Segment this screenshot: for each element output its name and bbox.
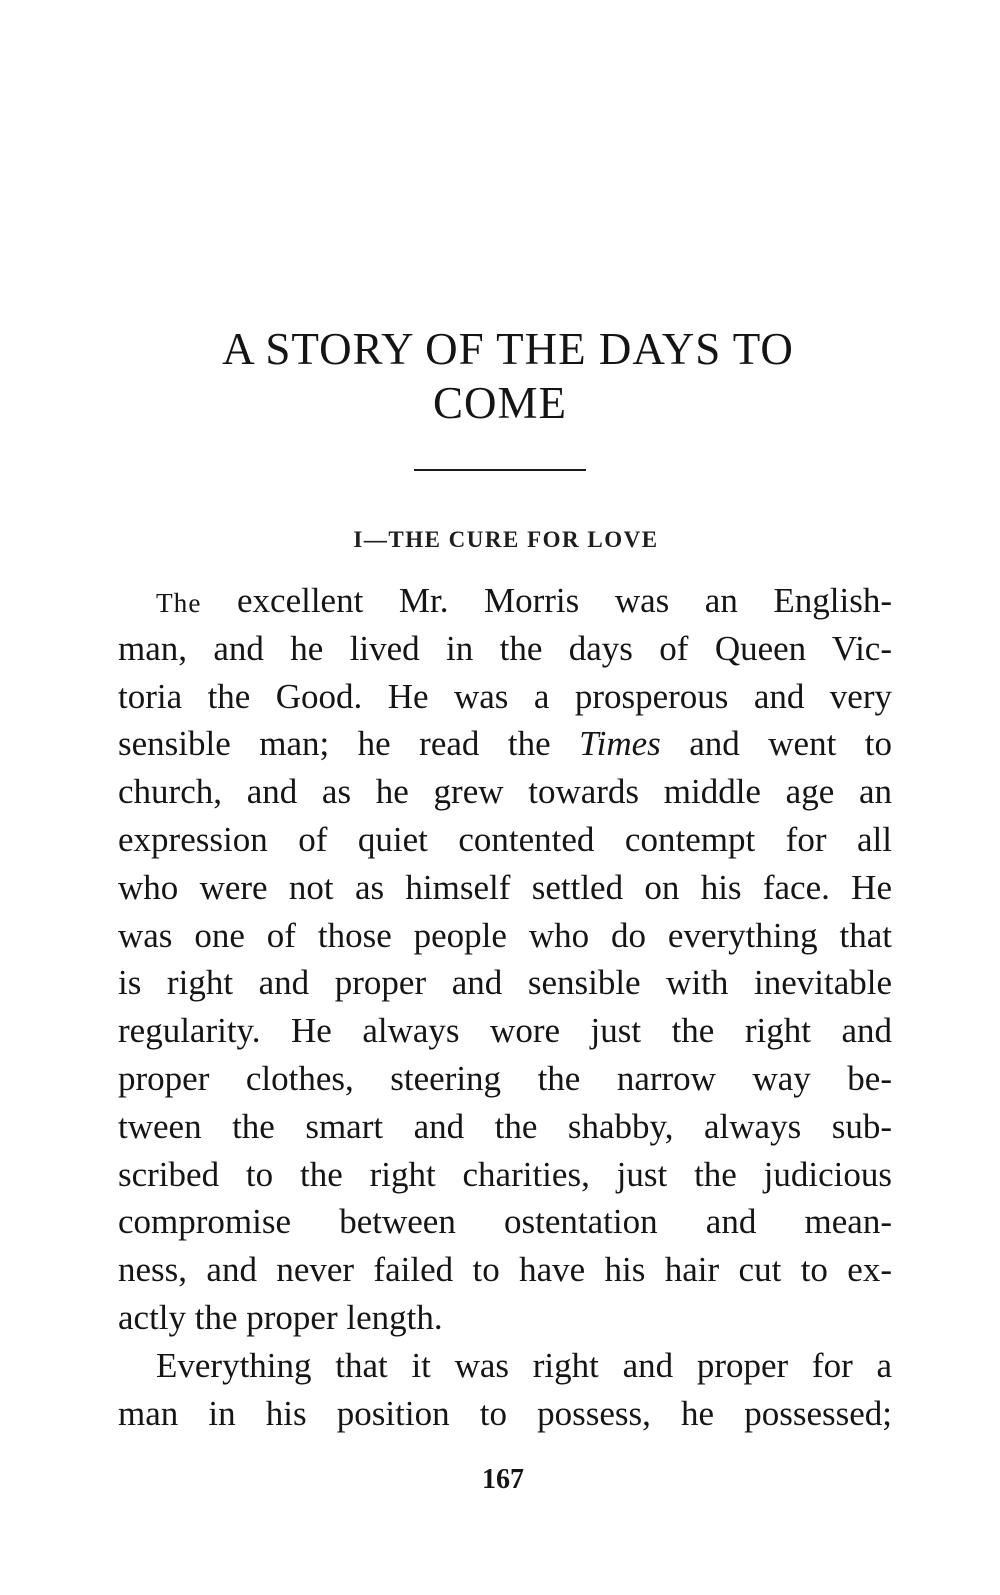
paragraph-1-line: ness, and never failed to have his hair cut to ex- bbox=[118, 1250, 892, 1290]
paragraph-2-line: man in his position to possess, he possessed; bbox=[118, 1393, 892, 1433]
paragraph-1-line: proper clothes, steering the narrow way be- bbox=[118, 1058, 892, 1098]
paragraph-1-line: is right and proper and sensible with inevitable bbox=[118, 963, 892, 1003]
title-divider bbox=[414, 469, 586, 471]
line-text: and went to bbox=[660, 724, 892, 764]
paragraph-1-line: who were not as himself settled on his face. He bbox=[118, 867, 892, 907]
italic-newspaper-title: Times bbox=[579, 724, 661, 764]
paragraph-1-line: was one of those people who do everything that bbox=[118, 915, 892, 955]
paragraph-1-line: church, and as he grew towards middle age an bbox=[118, 772, 892, 812]
paragraph-2-line: Everything that it was right and proper for a bbox=[156, 1345, 892, 1385]
opening-word: The bbox=[156, 588, 202, 618]
line-text: excellent Mr. Morris was an English- bbox=[201, 581, 892, 620]
paragraph-1-line: tween the smart and the shabby, always sub- bbox=[118, 1106, 892, 1146]
line-text: sensible man; he read the bbox=[118, 724, 580, 764]
paragraph-1-line: expression of quiet contented contempt for all bbox=[118, 819, 892, 859]
paragraph-1-line: toria the Good. He was a prosperous and very bbox=[118, 676, 892, 716]
paragraph-1-line: regularity. He always wore just the right and bbox=[118, 1011, 892, 1051]
paragraph-1-line: scribed to the right charities, just the judicious bbox=[118, 1154, 892, 1194]
paragraph-1-line: actly the proper length. bbox=[118, 1297, 443, 1337]
paragraph-1-line bbox=[118, 577, 892, 625]
chapter-title-line-2: COME bbox=[432, 378, 567, 428]
paragraph-1-line: compromise between ostentation and mean- bbox=[118, 1202, 892, 1242]
paragraph-1-line bbox=[118, 720, 892, 768]
body-text bbox=[118, 577, 892, 1437]
chapter-title-line-1: A STORY OF THE DAYS TO bbox=[222, 324, 794, 374]
chapter-title bbox=[0, 322, 1000, 430]
page-number: 167 bbox=[482, 1464, 524, 1495]
paragraph-1-line: man, and he lived in the days of Queen Vic- bbox=[118, 628, 892, 668]
section-heading: I—THE CURE FOR LOVE bbox=[353, 527, 659, 552]
